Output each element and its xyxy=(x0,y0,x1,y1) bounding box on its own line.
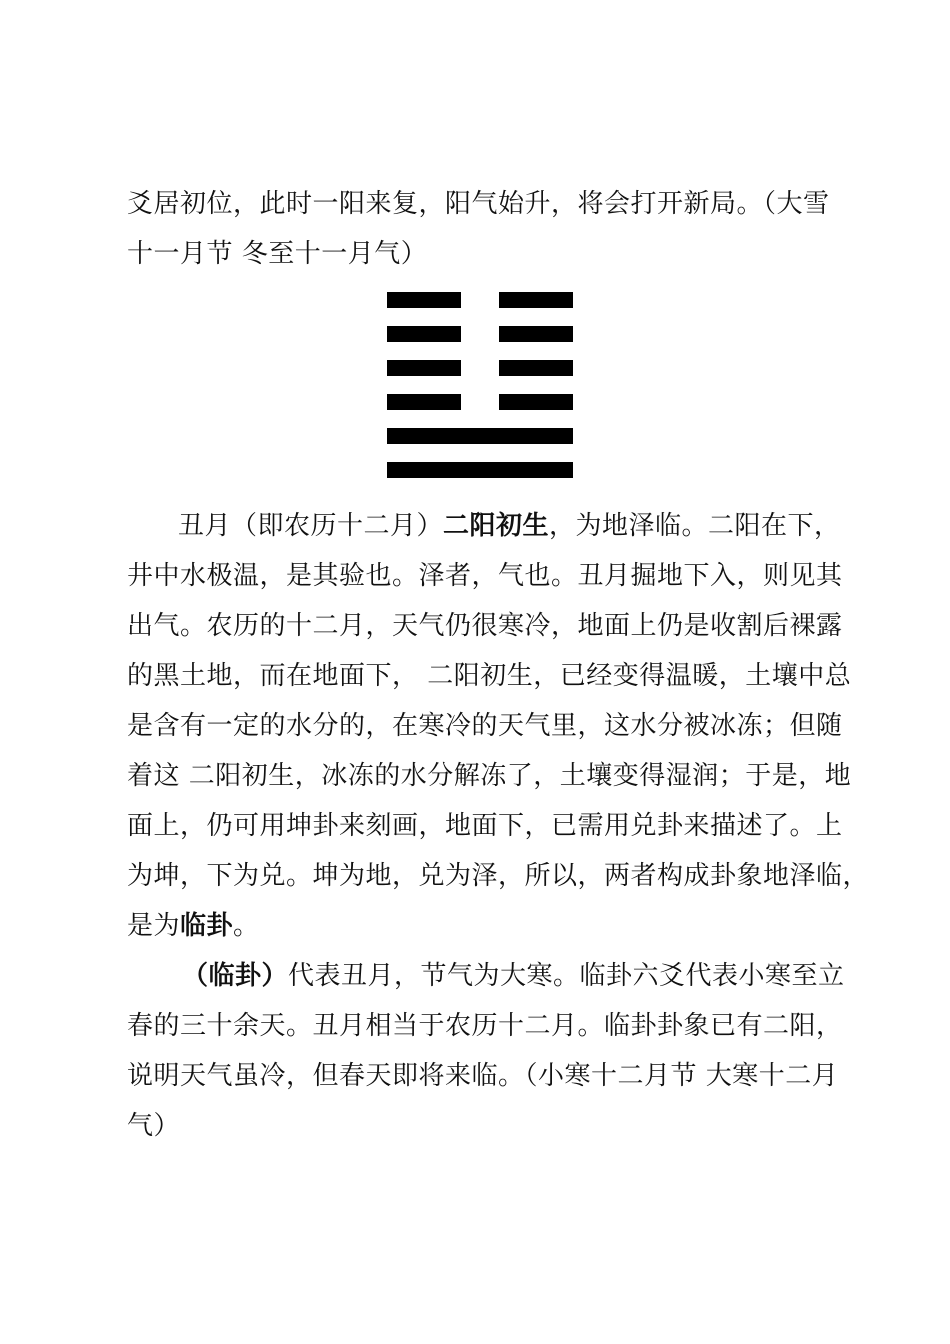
para1-text: 。 xyxy=(233,911,260,941)
para1-line-2: 井中水极温，是其验也。泽者，气也。丑月掘地下入，则见其 xyxy=(127,561,843,591)
para1-text: ，为地泽临。二阳在下， xyxy=(549,511,841,541)
yin-segment-right xyxy=(499,326,573,342)
bold-term-lin-gua-heading: （临卦） xyxy=(182,961,289,991)
para2-line-1 xyxy=(182,951,845,1001)
para1-text: 是为 xyxy=(127,911,181,941)
para1-line-8: 为坤，下为兑。坤为地，兑为泽，所以，两者构成卦象地泽临， xyxy=(127,861,870,891)
para2-line-3: 说明天气虽冷，但春天即将来临。（小寒十二月节 大寒十二月 xyxy=(127,1061,839,1091)
para1-line-6: 着这 二阳初生，冰冻的水分解冻了，土壤变得湿润；于是，地 xyxy=(127,761,852,791)
hexagram-line-2-yang xyxy=(387,428,573,444)
yin-segment-left xyxy=(387,326,461,342)
para1-line-1 xyxy=(178,501,841,551)
yin-segment-right xyxy=(499,360,573,376)
para2-line-2: 春的三十余天。丑月相当于农历十二月。临卦卦象已有二阳， xyxy=(127,1011,843,1041)
yin-segment-left xyxy=(387,292,461,308)
hexagram-line-1-yang xyxy=(387,462,573,478)
bold-term-er-yang-chu-sheng: 二阳初生 xyxy=(443,511,550,541)
yin-segment-right xyxy=(499,394,573,410)
hexagram-line-3-yin xyxy=(387,394,573,410)
para1-text: 丑月（即农历十二月） xyxy=(178,511,444,541)
bold-term-lin-gua: 临卦 xyxy=(180,911,234,941)
para1-line-4: 的黑土地，而在地面下， 二阳初生，已经变得温暖，土壤中总 xyxy=(127,661,852,691)
lin-hexagram-figure xyxy=(387,292,573,496)
para1-line-7: 面上，仍可用坤卦来刻画，地面下，已需用兑卦来描述了。上 xyxy=(127,811,843,841)
yang-segment xyxy=(387,428,573,444)
intro-line-1: 爻居初位，此时一阳来复，阳气始升，将会打开新局。（大雪 xyxy=(127,189,830,219)
para1-line-5: 是含有一定的水分的，在寒冷的天气里，这水分被冰冻；但随 xyxy=(127,711,843,741)
yang-segment xyxy=(387,462,573,478)
hexagram-line-5-yin xyxy=(387,326,573,342)
yin-segment-left xyxy=(387,394,461,410)
para1-line-3: 出气。农历的十二月，天气仍很寒冷，地面上仍是收割后裸露 xyxy=(127,611,843,641)
yin-segment-right xyxy=(499,292,573,308)
intro-line-2: 十一月节 冬至十一月气） xyxy=(127,239,428,269)
para2-line-4: 气） xyxy=(127,1111,181,1141)
para2-text: 代表丑月，节气为大寒。临卦六爻代表小寒至立 xyxy=(288,961,845,991)
hexagram-line-6-yin xyxy=(387,292,573,308)
hexagram-line-4-yin xyxy=(387,360,573,376)
yin-segment-left xyxy=(387,360,461,376)
para1-line-9 xyxy=(127,901,260,951)
